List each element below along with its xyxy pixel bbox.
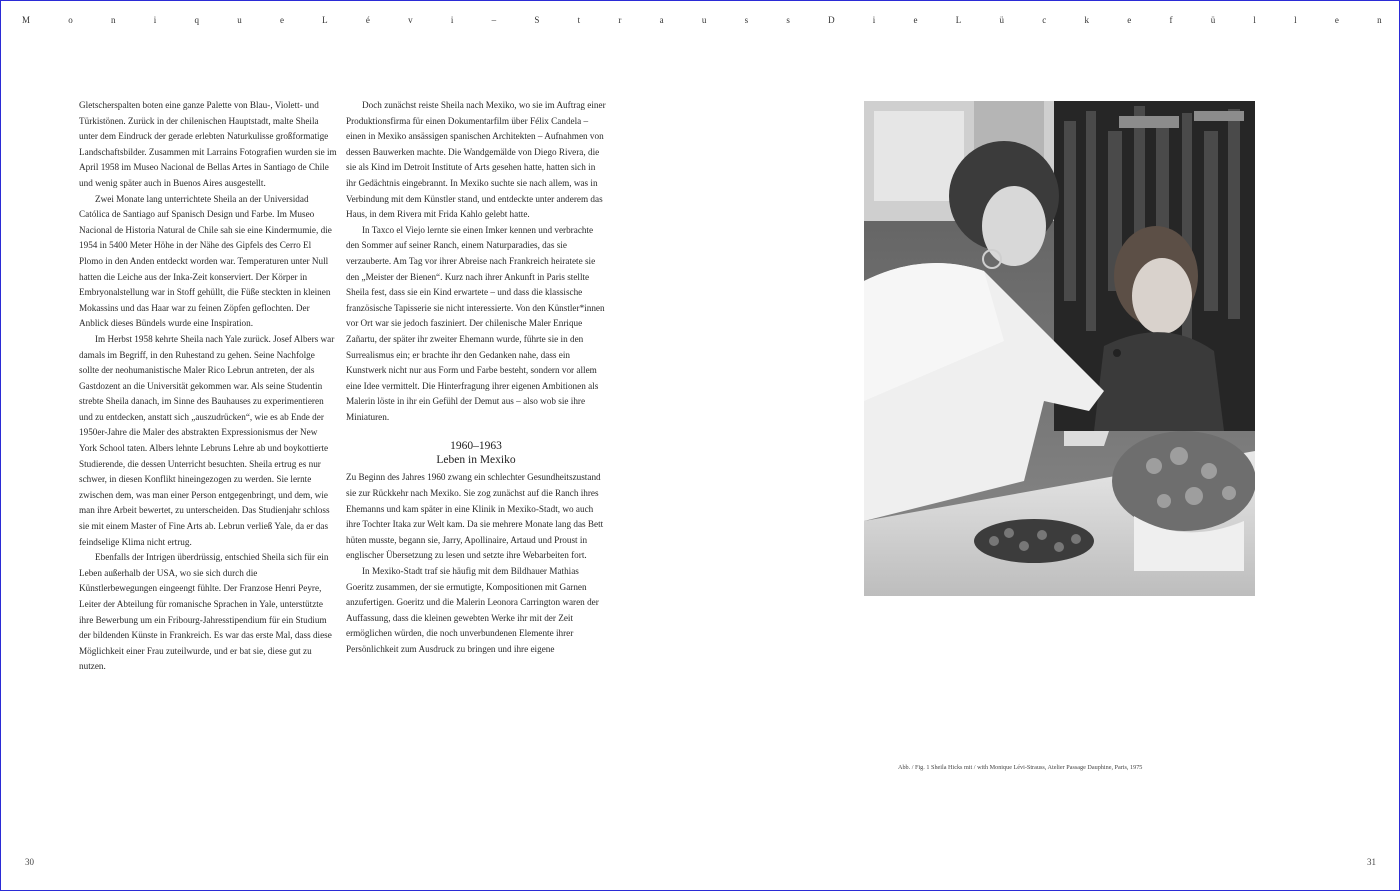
header-letter: i xyxy=(450,15,454,25)
header-letter: a xyxy=(659,15,664,25)
header-letter: e xyxy=(279,15,284,25)
header-letter: u xyxy=(237,15,242,25)
header-letter: ü xyxy=(999,15,1005,25)
header-letter: n xyxy=(110,15,116,25)
body-paragraph: Zu Beginn des Jahres 1960 zwang ein schlechter Gesundheitszustand sie zur Rückkehr nach Mexiko. Sie zog zunächst auf die Ranch ihres Ehemanns und kam später in eine Klinik in Mexiko-Stadt, wo auch ihre Tochter Itaka zur Welt kam. Da sie mehrere Monate lang das Bett hüten musste, begann sie, Jarry, Apollinaire, Artaud und Proust in englischer Übersetzung zu lesen und setzte ihre Webarbeiten fort. xyxy=(346,472,604,561)
section-years: 1960–1963 xyxy=(450,440,502,453)
header-letter: L xyxy=(322,15,328,25)
body-paragraph: Ebenfalls der Intrigen überdrüssig, entschied Sheila sich für ein Leben außerhalb der USA, wo sie sich durch die Künstlerbewegungen eingeengt fühlte. Der Franzose Henri Peyre, Leiter der Abteilung für romanische Sprachen in Yale, unterstützte ihre Bewerbung um ein Fribourg-Jahresstipendium für ein Studium der bildenden Künste in Frankreich. Es war das erste Mal, dass diese Möglichkeit einer Frau zuteilwurde, und er bat sie, diese gut zu nutzen. xyxy=(79,552,332,672)
header-letter: n xyxy=(1377,15,1382,25)
header-letter: e xyxy=(1334,15,1339,25)
figure-caption: Abb. / Fig. 1 Sheila Hicks mit / with Monique Lévi-Strauss, Atelier Passage Dauphine, Paris, 1975 xyxy=(898,764,1143,771)
header-letter: t xyxy=(577,15,581,25)
header-letter: e xyxy=(1127,15,1132,25)
left-text-column xyxy=(79,98,337,675)
running-header xyxy=(22,15,1382,29)
header-letter: é xyxy=(365,15,370,25)
body-paragraph: Doch zunächst reiste Sheila nach Mexiko, wo sie im Auftrag einer Produktionsfirma für einen Dokumentarfilm über Félix Candela – einen in Mexiko ansässigen spanischen Architekten – Aufnahmen von dessen Bauwerken machte. Die Wandgemälde von Diego Rivera, die sie als Kind im Detroit Institute of Arts gesehen hatte, hatten sich in ihr Gedächtnis eingebrannt. In Mexiko suchte sie nach allem, was in Verbindung mit dem Künstler stand, und entdeckte unter anderem das Haus, in dem Rivera mit Frida Kahlo gelebt hatte. xyxy=(346,100,606,220)
header-letter: ü xyxy=(1210,15,1216,25)
header-letter: r xyxy=(618,15,622,25)
header-letter: – xyxy=(491,15,497,25)
header-letter: i xyxy=(153,15,157,25)
photograph-women-weaving xyxy=(864,101,1255,596)
page-number-left: 30 xyxy=(25,857,34,867)
header-letter: M xyxy=(22,15,31,25)
section-title: Leben in Mexiko xyxy=(436,454,516,467)
header-letter: l xyxy=(1294,15,1297,25)
header-letter: l xyxy=(1253,15,1256,25)
page-number-right: 31 xyxy=(1367,857,1376,867)
header-letter: q xyxy=(194,15,199,25)
header-letter: k xyxy=(1084,15,1089,25)
header-letter: i xyxy=(872,15,876,25)
section-heading xyxy=(346,439,606,467)
body-paragraph: In Mexiko-Stadt traf sie häufig mit dem Bildhauer Mathias Goeritz zusammen, der sie ermutigte, Kompositionen mit Garnen anzufertigen. Goeritz und die Malerin Leonora Carrington waren der Auffassung, dass die kleinen gewebten Werke ihr mit der Zeit ermöglichen würden, die noch unverbundenen Elemente ihrer Persönlichkeit zum Ausdruck zu bringen und ihre eigene xyxy=(346,566,599,654)
header-letter: v xyxy=(408,15,413,25)
header-letter: o xyxy=(68,15,73,25)
header-letter: S xyxy=(534,15,540,25)
header-letter: D xyxy=(828,15,835,25)
body-paragraph: In Taxco el Viejo lernte sie einen Imker kennen und verbrachte den Sommer auf seiner Ranch, einem Naturparadies, das sie verzauberte. Am Tag vor ihrer Abreise nach Frankreich heiratete sie den „Meister der Bienen“. Kurz nach ihrer Ankunft in Paris stellte Sheila fest, dass sie ein Kind erwartete – und dass die klassische französische Tapisserie sie nicht interessierte. Von den Künstler*innen vor Ort war sie jedoch fasziniert. Der chilenische Maler Enrique Zañartu, der später ihr zweiter Ehemann wurde, führte sie in den Surrealismus ein; er brachte ihr den Gedanken nahe, dass ein Kunstwerk nicht nur aus Form und Farbe besteht, sondern vor allem eine Idee vermittelt. Die Hinterfragung ihrer eigenen Ambitionen als Malerin löste in ihr ein Gefühl der Demut aus – also wob sie ihre Miniaturen. xyxy=(346,224,605,422)
header-letter: e xyxy=(913,15,918,25)
header-letter: s xyxy=(786,15,790,25)
header-letter: u xyxy=(701,15,707,25)
body-paragraph: Gletscherspalten boten eine ganze Palette von Blau-, Violett- und Türkistönen. Zurück in der chilenischen Hauptstadt, malte Sheila unter dem Eindruck der gerade erlebten Naturkulisse großformatige Landschaftsbilder. Zusammen mit Larrains Fotografien wurden sie im April 1958 im Museo Nacional de Bellas Artes in Santiago de Chile und wenig später auch in Buenos Aires ausgestellt. xyxy=(79,100,337,188)
header-letter: s xyxy=(744,15,749,25)
header-letter: f xyxy=(1169,15,1173,25)
right-text-column xyxy=(346,98,606,658)
body-paragraph: Zwei Monate lang unterrichtete Sheila an der Universidad Católica de Santiago auf Spanisch Design und Farbe. Im Museo Nacional de Historia Natural de Chile sah sie eine Kindermumie, die 1954 in 5400 Meter Höhe in der Nähe des Gipfels des Cerro El Plomo in den Anden entdeckt worden war. Temperaturen unter Null hatten die Leiche aus der Inka-Zeit konserviert. Der Körper in Embryonalstellung war in Stoff gehüllt, die Füße steckten in kleinen Mokassins und das Haar war zu feinen Zöpfen geflochten. Der Anblick dieses Bündels wurde eine Inspiration. xyxy=(79,193,332,329)
header-letter: c xyxy=(1042,15,1047,25)
body-paragraph: Im Herbst 1958 kehrte Sheila nach Yale zurück. Josef Albers war damals im Begriff, in den Ruhestand zu gehen. Seine Nachfolge sollte der neohumanistische Maler Rico Lebrun antreten, der als Gastdozent an die Universität gekommen war. Als seine Studentin strebte Sheila danach, im Sinne des Bauhauses zu experimentieren und zu entdecken, anstatt sich „auszudrücken“, wie es ab Ende der 1950er-Jahre die Maler des abstrakten Expressionismus der New York School taten. Albers lehnte Lebruns Lehre ab und boykottierte Studierende, die dessen Unterricht besuchten. Sheila ertrug es nur schwer, in diesen Konflikt hineingezogen zu werden. Sie lernte zwischen dem, was man einer Person entgegenbringt, und dem, wie man ihre Arbeit bewertet, zu unterscheiden. Das Studienjahr schloss sie mit einem Master of Fine Arts ab. Lebrun verließ Yale, da er das feindselige Klima nicht ertrug. xyxy=(79,333,335,547)
header-letter: L xyxy=(955,15,962,25)
